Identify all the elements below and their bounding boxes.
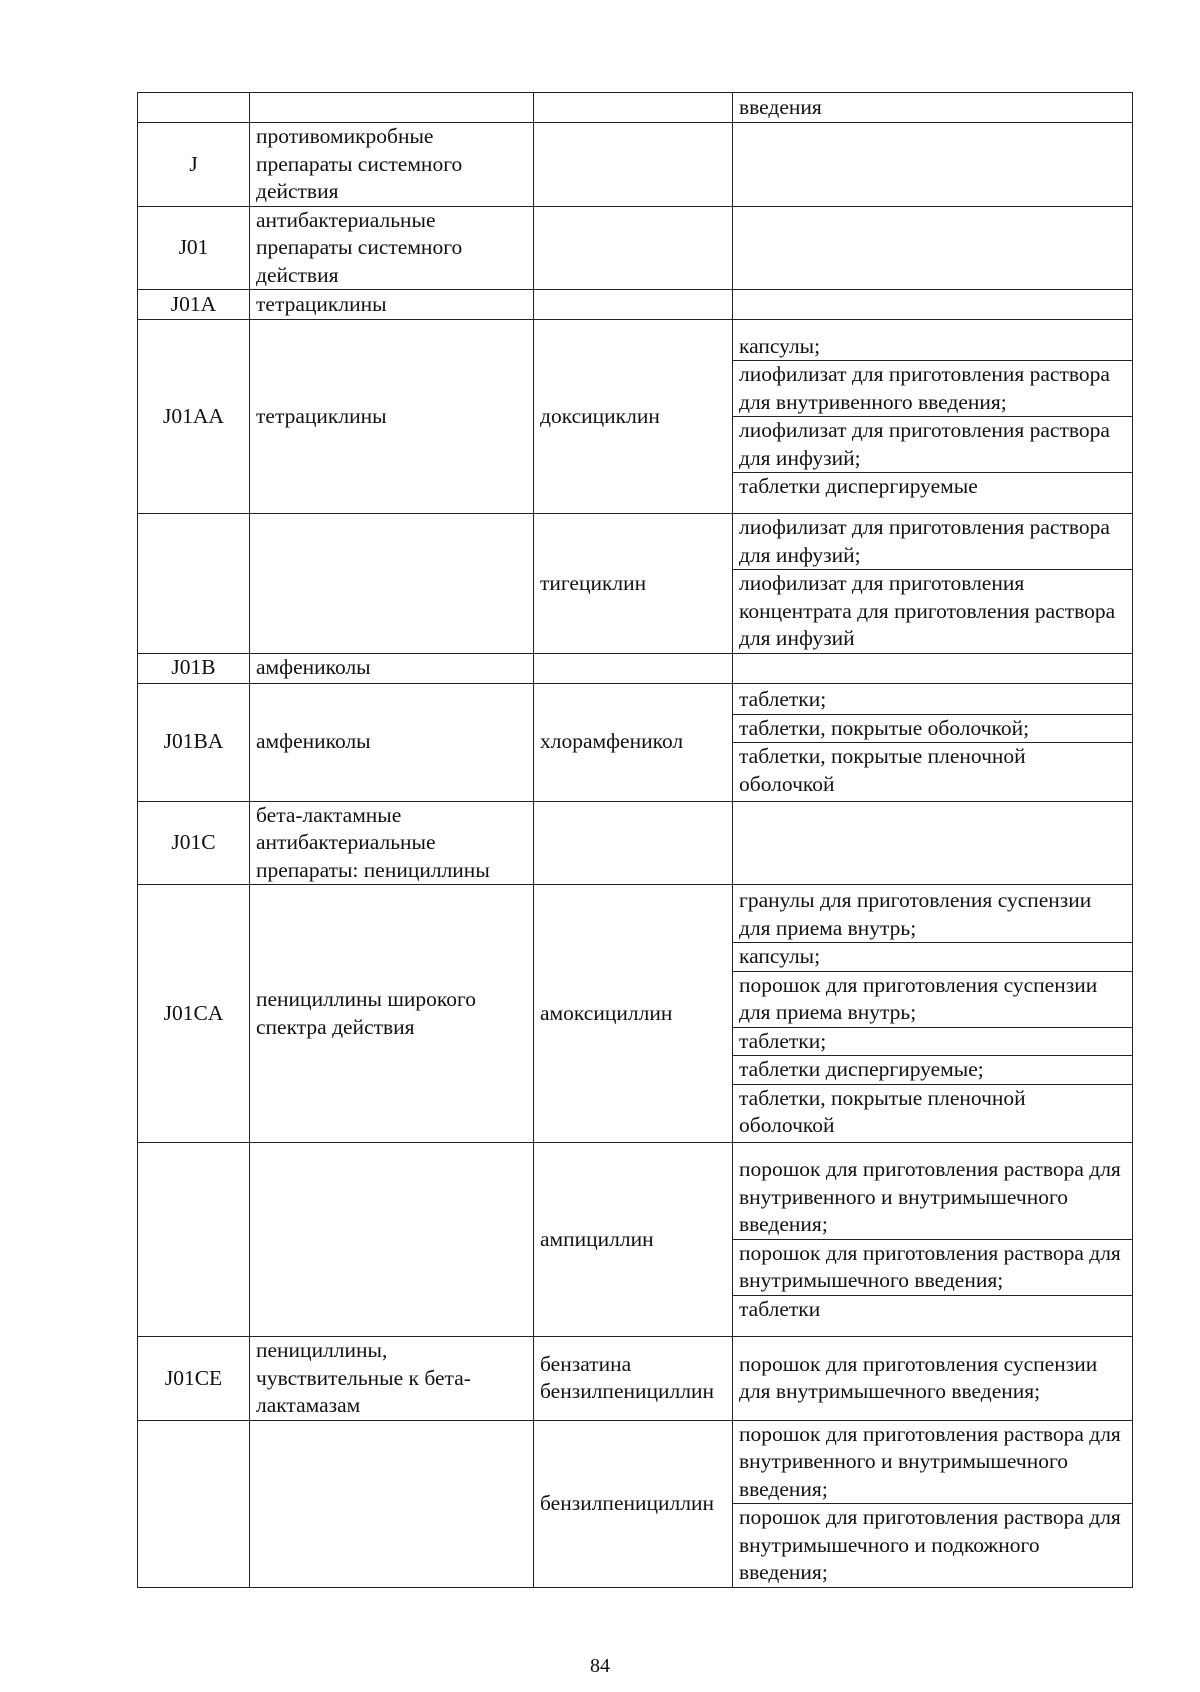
table-row — [138, 93, 1133, 123]
atc-code-cell: J01A — [138, 290, 250, 320]
atc-code-cell: J — [138, 123, 250, 207]
dosage-forms-cell — [733, 514, 1133, 654]
dosage-forms-cell — [733, 123, 1133, 207]
atc-group-cell: тетрациклины — [250, 320, 534, 514]
atc-code-cell: J01CE — [138, 1337, 250, 1421]
dosage-form-item: лиофилизат для приготовления раствора для инфузий; — [733, 416, 1132, 472]
atc-group-cell — [250, 1143, 534, 1337]
dosage-form-item: таблетки диспергируемые; — [733, 1055, 1132, 1084]
atc-code-cell — [138, 514, 250, 654]
atc-group-cell — [250, 514, 534, 654]
table-row — [138, 290, 1133, 320]
atc-code-cell: J01AA — [138, 320, 250, 514]
dosage-form-item: таблетки, покрытые пленочной оболочкой — [733, 742, 1132, 798]
dosage-form-item: порошок для приготовления раствора для внутривенного и внутримышечного введения; — [739, 1157, 1121, 1236]
atc-group-cell: антибактериальные препараты системного действия — [250, 206, 534, 290]
atc-group-cell: бета-лактамные антибактериальные препараты: пенициллины — [250, 801, 534, 885]
dosage-form-item: таблетки; — [733, 1027, 1132, 1056]
dosage-form-item: таблетки диспергируемые — [733, 472, 1132, 501]
dosage-forms-cell — [733, 93, 1133, 123]
drug-name-cell — [534, 801, 733, 885]
atc-group-cell — [250, 1420, 534, 1587]
table-row — [138, 683, 1133, 801]
dosage-form-item: таблетки, покрытые оболочкой; — [733, 714, 1132, 743]
dosage-form-item: таблетки — [733, 1295, 1132, 1324]
dosage-forms-cell — [733, 885, 1133, 1143]
atc-code-cell — [138, 1143, 250, 1337]
table-row — [138, 1337, 1133, 1421]
table-body — [138, 93, 1133, 1588]
dosage-forms-cell — [733, 320, 1133, 514]
atc-code-cell: J01C — [138, 801, 250, 885]
dosage-forms-cell — [733, 1337, 1133, 1421]
table-row — [138, 1420, 1133, 1587]
drug-name-cell — [534, 206, 733, 290]
dosage-forms-cell — [733, 801, 1133, 885]
atc-code-cell: J01 — [138, 206, 250, 290]
dosage-form-item: порошок для приготовления суспензии для приема внутрь; — [733, 971, 1132, 1027]
drug-name-cell — [534, 123, 733, 207]
atc-group-cell: амфениколы — [250, 683, 534, 801]
dosage-forms-cell — [733, 290, 1133, 320]
dosage-form-item: гранулы для приготовления суспензии для приема внутрь; — [739, 888, 1092, 940]
dosage-form-item: таблетки; — [739, 687, 827, 711]
dosage-forms-cell — [733, 206, 1133, 290]
drug-name-cell: хлорамфеникол — [534, 683, 733, 801]
atc-group-cell: амфениколы — [250, 653, 534, 683]
table-row — [138, 123, 1133, 207]
dosage-form-item: лиофилизат для приготовления концентрата для приготовления раствора для инфузий — [733, 569, 1132, 653]
dosage-form-item: порошок для приготовления раствора для внутримышечного введения; — [733, 1239, 1132, 1295]
atc-group-cell: пенициллины широкого спектра действия — [250, 885, 534, 1143]
drug-name-cell — [534, 653, 733, 683]
table-row — [138, 320, 1133, 514]
dosage-form-item: таблетки, покрытые пленочной оболочкой — [733, 1084, 1132, 1140]
dosage-form-item: капсулы; — [733, 942, 1132, 971]
table-row — [138, 653, 1133, 683]
table-row — [138, 514, 1133, 654]
table-row — [138, 206, 1133, 290]
drug-name-cell: доксициклин — [534, 320, 733, 514]
atc-code-cell: J01CA — [138, 885, 250, 1143]
atc-group-cell: противомикробные препараты системного действия — [250, 123, 534, 207]
atc-drug-table — [137, 92, 1133, 1588]
atc-group-cell: пенициллины, чувствительные к бета-лактамазам — [250, 1337, 534, 1421]
drug-name-cell: амоксициллин — [534, 885, 733, 1143]
dosage-form-item: введения — [739, 94, 822, 119]
page-number: 84 — [590, 1655, 610, 1677]
dosage-form-item: порошок для приготовления суспензии для внутримышечного введения; — [739, 1351, 1098, 1404]
atc-group-cell: тетрациклины — [250, 290, 534, 320]
table-row — [138, 801, 1133, 885]
drug-name-cell: тигециклин — [534, 514, 733, 654]
drug-name-cell — [534, 290, 733, 320]
dosage-forms-cell — [733, 1420, 1133, 1587]
dosage-form-item: порошок для приготовления раствора для внутримышечного и подкожного введения; — [733, 1503, 1132, 1587]
drug-name-cell: ампициллин — [534, 1143, 733, 1337]
dosage-forms-cell — [733, 683, 1133, 801]
atc-group-cell — [250, 93, 534, 123]
dosage-form-item: порошок для приготовления раствора для внутривенного и внутримышечного введения; — [739, 1421, 1121, 1501]
drug-name-cell — [534, 93, 733, 123]
atc-code-cell — [138, 93, 250, 123]
dosage-forms-cell — [733, 1143, 1133, 1337]
table-row — [138, 1143, 1133, 1337]
dosage-form-item: капсулы; — [739, 333, 821, 358]
drug-name-cell: бензилпенициллин — [534, 1420, 733, 1587]
atc-code-cell: J01B — [138, 653, 250, 683]
dosage-form-item: лиофилизат для приготовления раствора для инфузий; — [739, 515, 1110, 567]
dosage-forms-cell — [733, 653, 1133, 683]
dosage-form-item: лиофилизат для приготовления раствора для внутривенного введения; — [733, 360, 1132, 416]
drug-name-cell: бензатина бензилпенициллин — [534, 1337, 733, 1421]
atc-code-cell — [138, 1420, 250, 1587]
table-row — [138, 885, 1133, 1143]
atc-code-cell: J01BA — [138, 683, 250, 801]
